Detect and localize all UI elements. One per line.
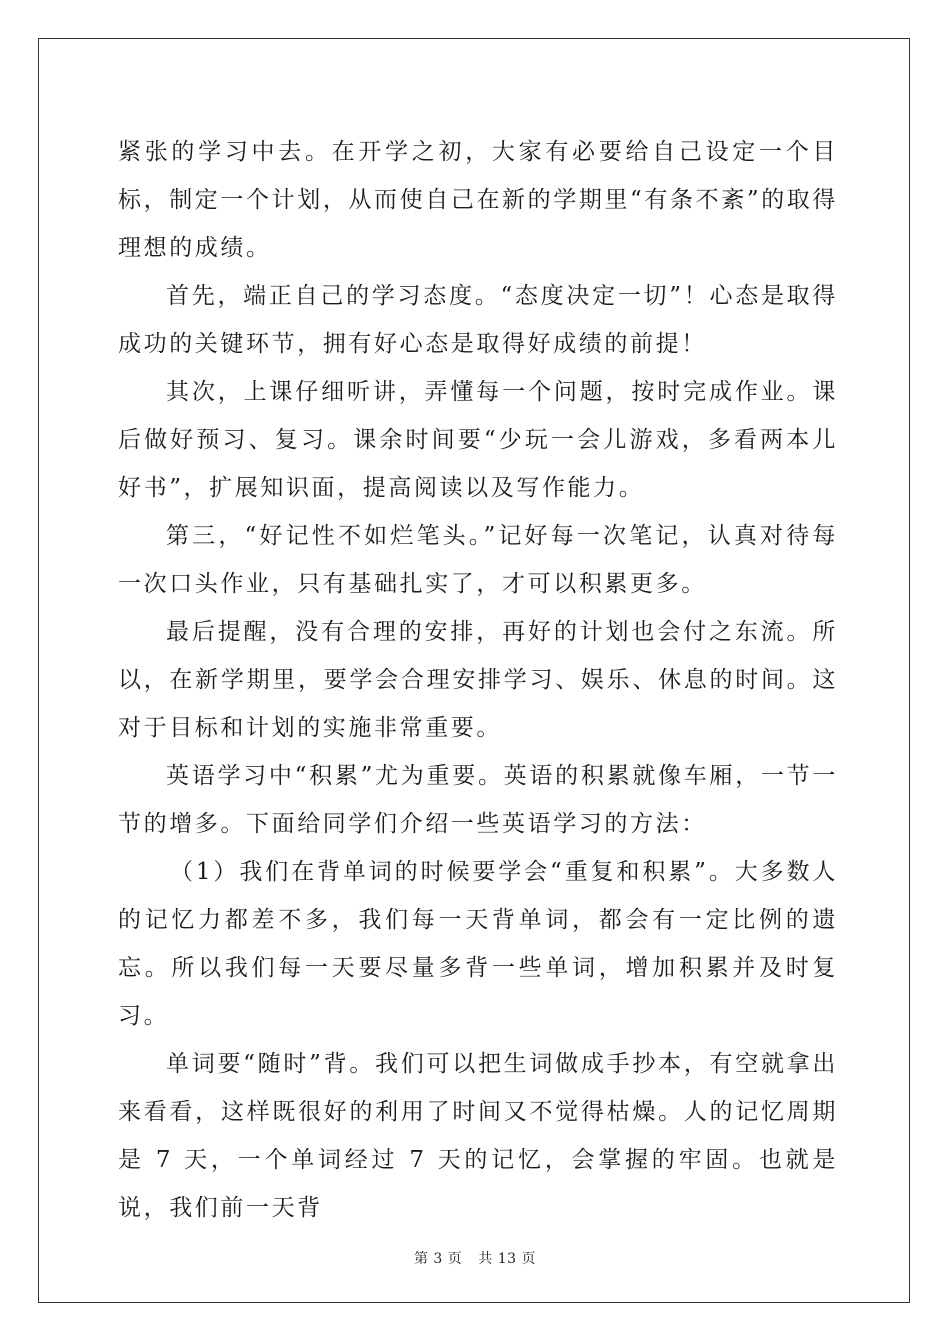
page-footer bbox=[0, 1248, 950, 1268]
paragraph-anytime-words: 单词要“随时”背。我们可以把生词做成手抄本，有空就拿出来看看，这样既很好的利用了时间又不觉得枯燥。人的记忆周期是 7 天，一个单词经过 7 天的记忆，会掌握的牢固。也就是说，我们前一天背 bbox=[118, 1051, 838, 1221]
paragraph-english-accumulation: 英语学习中“积累”尤为重要。英语的积累就像车厢，一节一节的增多。下面给同学们介绍一些英语学习的方法： bbox=[118, 763, 838, 837]
document-body bbox=[118, 128, 838, 1232]
paragraph-class-listening: 其次，上课仔细听讲，弄懂每一个问题，按时完成作业。课后做好预习、复习。课余时间要“少玩一会儿游戏，多看两本儿好书”，扩展知识面，提高阅读以及写作能力。 bbox=[118, 379, 838, 501]
paragraph-notes: 第三，“好记性不如烂笔头。”记好每一次笔记，认真对待每一次口头作业，只有基础扎实了，才可以积累更多。 bbox=[118, 523, 838, 597]
paragraph-planning: 最后提醒，没有合理的安排，再好的计划也会付之东流。所以，在新学期里，要学会合理安排学习、娱乐、休息的时间。这对于目标和计划的实施非常重要。 bbox=[118, 619, 838, 741]
page-total: 共 13 页 bbox=[478, 1251, 537, 1267]
paragraph-continuation: 紧张的学习中去。在开学之初，大家有必要给自己设定一个目标，制定一个计划，从而使自己在新的学期里“有条不紊”的取得理想的成绩。 bbox=[118, 139, 838, 261]
paragraph-attitude: 首先，端正自己的学习态度。“态度决定一切”！心态是取得成功的关键环节，拥有好心态是取得好成绩的前提！ bbox=[118, 283, 838, 357]
page-number: 第 3 页 bbox=[413, 1251, 463, 1267]
paragraph-method-1: （1）我们在背单词的时候要学会“重复和积累”。大多数人的记忆力都差不多，我们每一天背单词，都会有一定比例的遗忘。所以我们每一天要尽量多背一些单词，增加积累并及时复习。 bbox=[118, 859, 838, 1029]
